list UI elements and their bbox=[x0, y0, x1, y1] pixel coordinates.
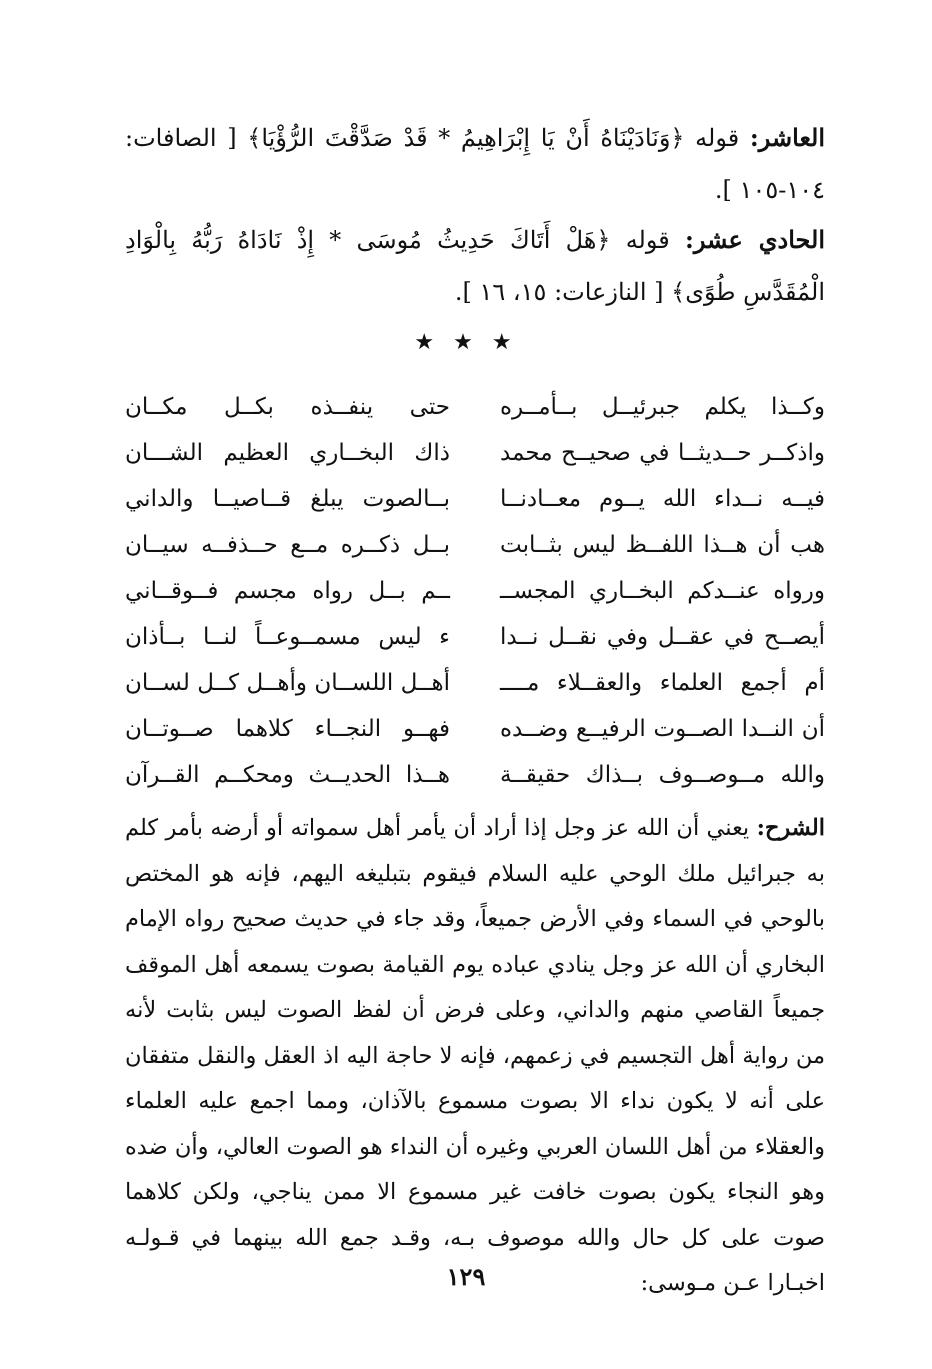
commentary-paragraph bbox=[125, 806, 825, 1307]
paragraph-text: قوله ﴿هَلْ أَتَاكَ حَدِيثُ مُوسَى * إِذْ نَادَاهُ رَبُّهُ بِالْوَادِ الْمُقَدَّسِ طُوًى﴾ [ النازعات: ١٥، ١٦ ]. bbox=[125, 226, 825, 306]
paragraph-text: قوله ﴿وَنَادَيْنَاهُ أَنْ يَا إِبْرَاهِيمُ * قَدْ صَدَّقْتَ الرُّؤْيَا﴾ [ الصافات: ١٠٤-١٠٥ ]. bbox=[125, 124, 825, 204]
poem-verse bbox=[125, 522, 825, 568]
verse-second-hemistich: ذاك البخــاري العظيم الشـــان bbox=[125, 440, 450, 466]
poem-verse bbox=[125, 384, 825, 430]
verse-second-hemistich: هــذا الحديــث ومحكــم القــرآن bbox=[125, 762, 450, 788]
poem-verse bbox=[125, 614, 825, 660]
verse-second-hemistich: فهــو النجــاء كلاهما صــوتــان bbox=[125, 716, 450, 742]
verse-first-hemistich: واذكــر حــديثــا في صحيــح محمد bbox=[500, 440, 825, 466]
verse-first-hemistich: والله مــوصــوف بــذاك حقيقــة bbox=[500, 762, 825, 788]
paragraph-eleventh bbox=[125, 214, 825, 318]
poem-verse bbox=[125, 430, 825, 476]
verse-first-hemistich: ورواه عنــدكم البخــاري المجســ bbox=[500, 578, 825, 604]
verse-first-hemistich: أن النــدا الصــوت الرفيــع وضــده bbox=[500, 716, 825, 742]
paragraph-label: الحادي عشر: bbox=[684, 225, 825, 254]
verse-first-hemistich: فيــه نــداء الله يــوم معــادنــا bbox=[500, 486, 825, 512]
verse-second-hemistich: بــالصوت يبلغ قــاصيــا والداني bbox=[125, 486, 450, 512]
poem-verse bbox=[125, 706, 825, 752]
page-number: ١٢٩ bbox=[446, 1262, 486, 1291]
verse-first-hemistich: أم أجمع العلماء والعقــلاء مــــ bbox=[500, 670, 825, 696]
poem-verse bbox=[125, 752, 825, 798]
verse-second-hemistich: ء ليس مسمــوعــاً لنــا بــأذان bbox=[125, 624, 450, 650]
verse-second-hemistich: حتى ينفــذه بكــل مكــان bbox=[125, 394, 450, 420]
verse-first-hemistich: أيصــح في عقــل وفي نقــل نــدا bbox=[500, 624, 825, 650]
verse-second-hemistich: ــم بــل رواه مجسم فــوقــاني bbox=[125, 578, 450, 604]
paragraph-tenth bbox=[125, 112, 825, 216]
poem-verse bbox=[125, 568, 825, 614]
paragraph-label: العاشر: bbox=[749, 123, 826, 152]
verse-second-hemistich: أهــل اللســان وأهــل كــل لســان bbox=[125, 670, 450, 696]
poem-verse bbox=[125, 660, 825, 706]
verse-first-hemistich: هب أن هــذا اللفــظ ليس بثــابت bbox=[500, 532, 825, 558]
verse-first-hemistich: وكــذا يكلم جبرئيــل بــأمــره bbox=[500, 394, 825, 420]
verse-second-hemistich: بــل ذكــره مــع حــذفــه سيــان bbox=[125, 532, 450, 558]
poem-verse bbox=[125, 476, 825, 522]
commentary-label: الشرح: bbox=[756, 815, 825, 841]
commentary-text: يعني أن الله عز وجل إذا أراد أن يأمر أهل سمواته أو أرضه بأمر كلم به جبرائيل ملك الوحي عليه السلام فيقوم بتبليغه اليهم، فإنه هو المختص بالوحي في السماء وفي الأرض جميعاً، وقد جاء في حديث صحيح رواه الإمام البخاري أن الله عز وجل ينادي عباده يوم القيامة بصوت يسمعه أهل الموقف جميعاً القاصي منهم والداني، وعلى فرض أن لفظ الصوت ليس بثابت لأنه من رواية أهل التجسيم في زعمهم، فإنه لا حاجة اليه اذ العقل والنقل متفقان على أنه لا يكون نداء الا بصوت مسموع بالآذان، ومما اجمع عليه العلماء والعقلاء من أهل اللسان العربي وغيره أن النداء هو الصوت العالي، وأن ضده وهو النجاء يكون بصوت خافت غير مسموع الا ممن يناجي، ولكن كلاهما صوت على كل حال والله موصوف بـه، وقـد جمع الله بينهما في قـولـه اخبـارا عـن مـوسى: bbox=[125, 815, 825, 1296]
section-separator: ★ ★ ★ bbox=[414, 330, 518, 355]
poem bbox=[125, 384, 825, 798]
